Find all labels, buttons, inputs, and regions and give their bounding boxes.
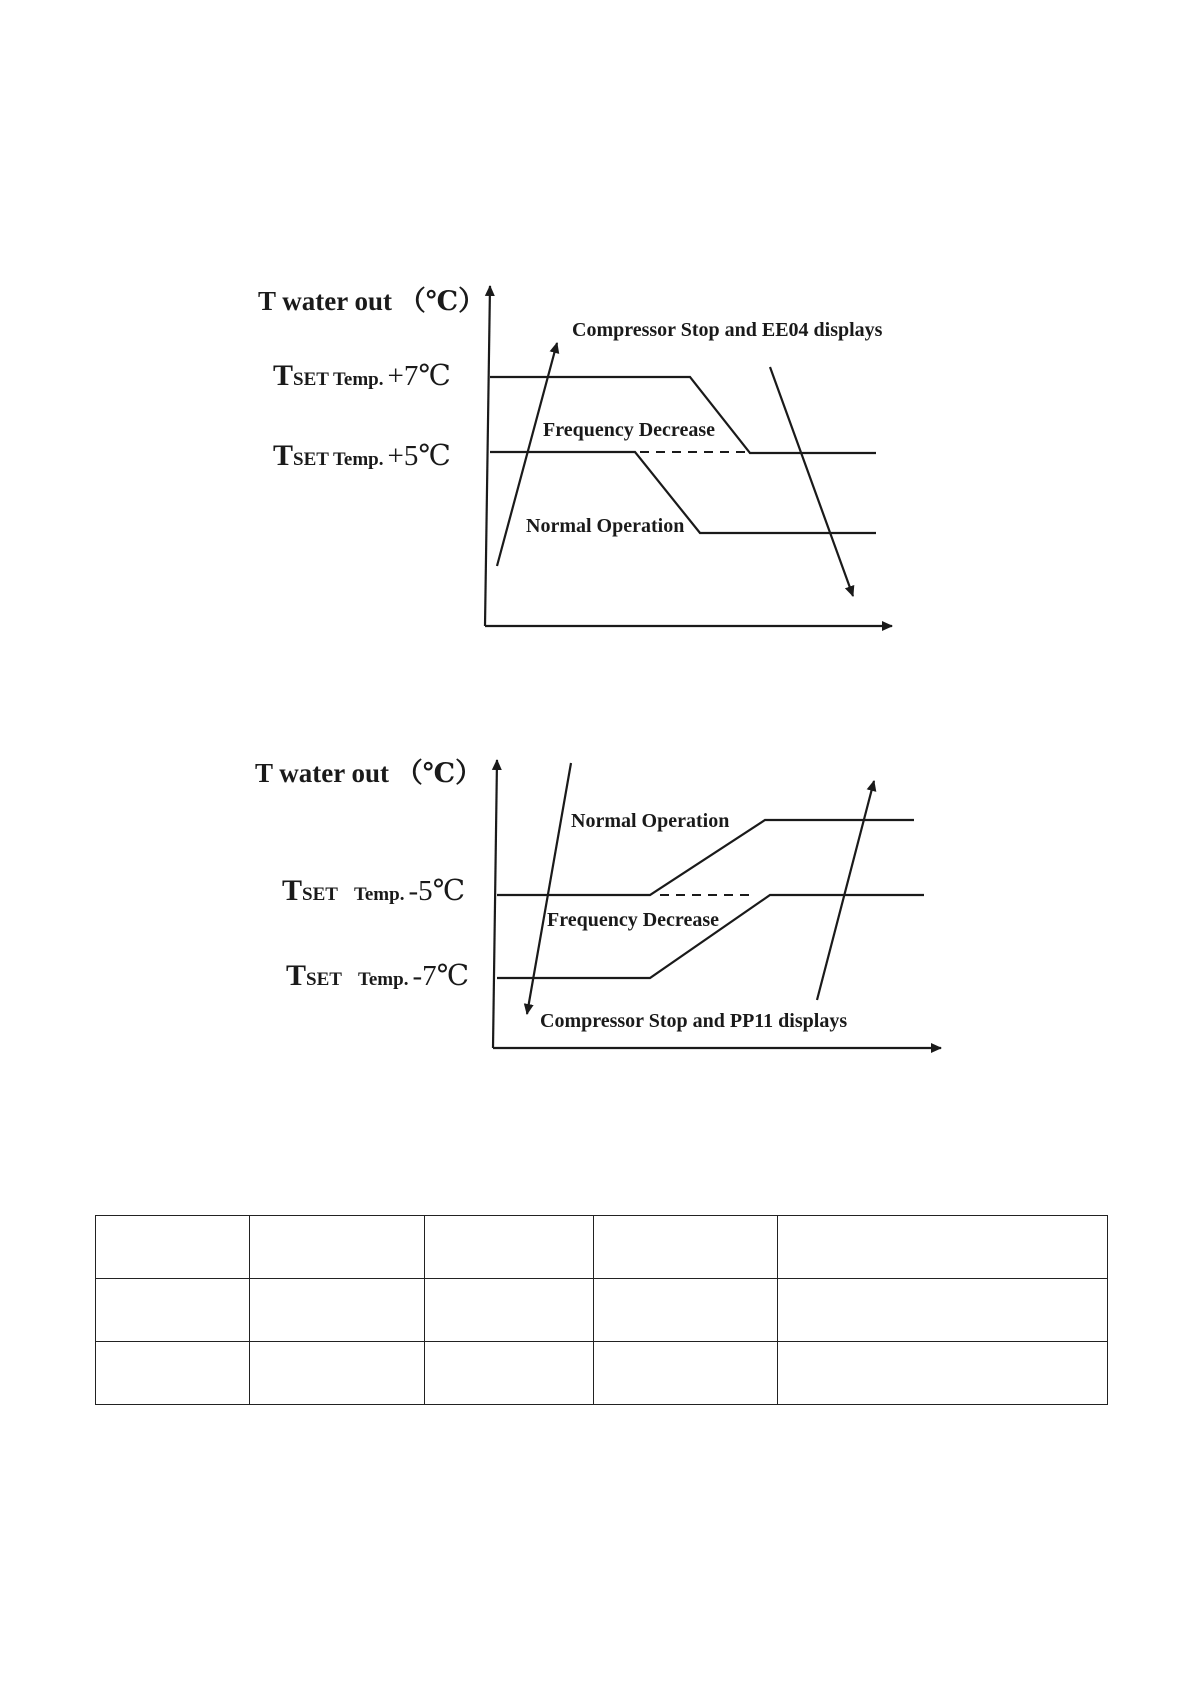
label-normal-operation: Normal Operation xyxy=(571,810,730,832)
label-compressor-stop: Compressor Stop and EE04 displays xyxy=(572,319,883,341)
table-cell xyxy=(96,1279,250,1342)
table-row xyxy=(96,1342,1108,1405)
table-cell xyxy=(425,1342,594,1405)
label-normal-operation: Normal Operation xyxy=(526,515,685,537)
threshold-lower-label: TSET Temp. +5℃ xyxy=(273,439,451,472)
table-cell xyxy=(250,1216,425,1279)
axis-title: T water out （℃） xyxy=(258,286,486,316)
table-cell xyxy=(594,1279,778,1342)
label-frequency-decrease: Frequency Decrease xyxy=(547,909,719,931)
empty-table xyxy=(95,1215,1108,1405)
table-cell xyxy=(96,1216,250,1279)
threshold-lower-label: TSET Temp. -7℃ xyxy=(286,959,470,992)
table-row xyxy=(96,1216,1108,1279)
threshold-upper-label: TSET Temp. -5℃ xyxy=(282,874,466,907)
falling-arrow xyxy=(527,763,571,1014)
table-cell xyxy=(594,1342,778,1405)
table-cell xyxy=(778,1216,1108,1279)
table-cell xyxy=(778,1279,1108,1342)
y-axis xyxy=(493,760,497,1048)
table-cell xyxy=(594,1216,778,1279)
table-row xyxy=(96,1279,1108,1342)
table-cell xyxy=(250,1342,425,1405)
table-cell xyxy=(425,1279,594,1342)
axis-title: T water out （℃） xyxy=(255,758,483,788)
threshold-upper-label: TSET Temp. +7℃ xyxy=(273,359,451,392)
label-compressor-stop: Compressor Stop and PP11 displays xyxy=(540,1010,848,1032)
table-cell xyxy=(96,1342,250,1405)
rising-arrow xyxy=(817,781,874,1000)
table-cell xyxy=(778,1342,1108,1405)
table-cell xyxy=(425,1216,594,1279)
line-lower xyxy=(497,895,924,978)
table-cell xyxy=(250,1279,425,1342)
label-frequency-decrease: Frequency Decrease xyxy=(543,419,715,441)
